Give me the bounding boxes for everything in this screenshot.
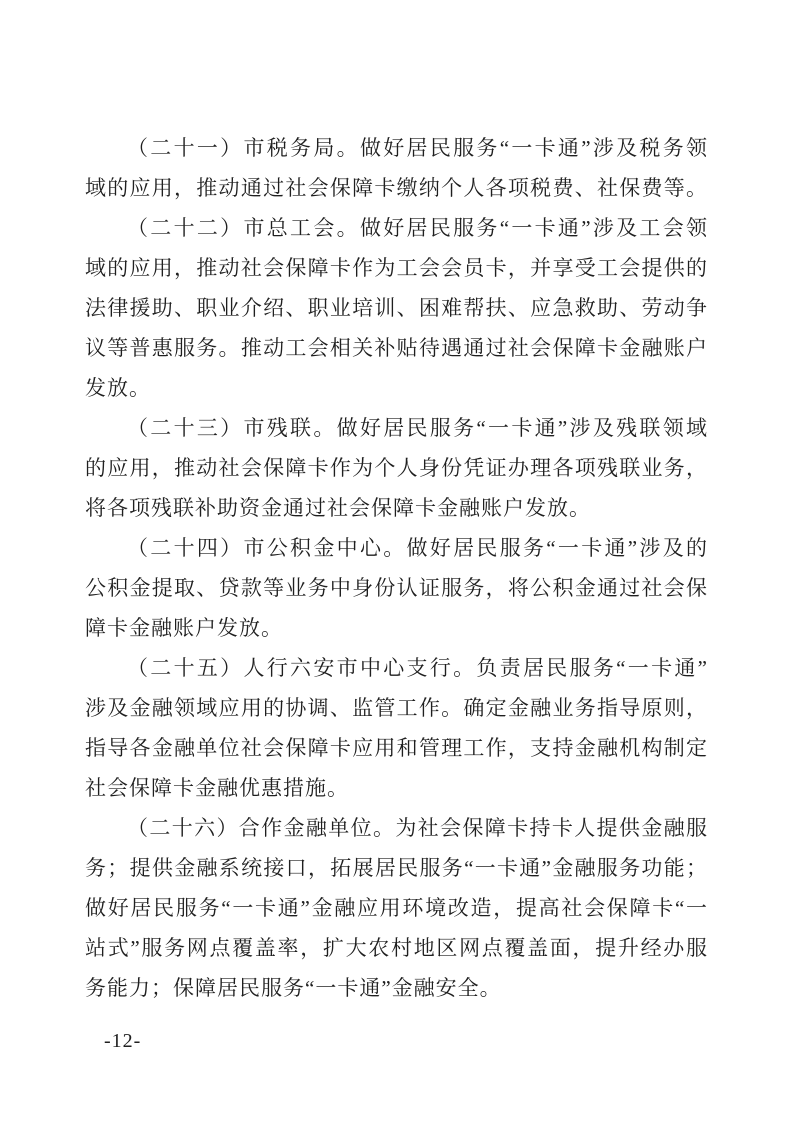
paragraph-first-line: （二十三）市残联。做好居民服务“一卡通”涉及残联领域 [127, 416, 707, 440]
paragraph-line: 发放。 [85, 376, 151, 400]
paragraph-line: 的应用，推动社会保障卡作为个人身份凭证办理各项残联业务， [85, 456, 707, 480]
paragraph-first-line: （二十五）人行六安市中心支行。负责居民服务“一卡通” [127, 656, 707, 680]
paragraph-first-line: （二十一）市税务局。做好居民服务“一卡通”涉及税务领 [127, 136, 707, 160]
document-body [85, 128, 707, 1008]
paragraph-first-line: （二十二）市总工会。做好居民服务“一卡通”涉及工会领 [127, 216, 707, 240]
paragraph-line: 做好居民服务“一卡通”金融应用环境改造，提高社会保障卡“一 [85, 896, 707, 920]
paragraph-line: 议等普惠服务。推动工会相关补贴待遇通过社会保障卡金融账户 [85, 336, 707, 360]
paragraph-line: 障卡金融账户发放。 [85, 616, 283, 640]
paragraph-line: 社会保障卡金融优惠措施。 [85, 776, 349, 800]
paragraph-first-line: （二十六）合作金融单位。为社会保障卡持卡人提供金融服 [127, 816, 707, 840]
paragraph-line: 涉及金融领域应用的协调、监管工作。确定金融业务指导原则， [85, 696, 707, 720]
paragraph-line: 域的应用，推动社会保障卡作为工会会员卡，并享受工会提供的 [85, 256, 707, 280]
paragraph-line: 法律援助、职业介绍、职业培训、困难帮扶、应急救助、劳动争 [85, 296, 707, 320]
paragraph-line: 务；提供金融系统接口，拓展居民服务“一卡通”金融服务功能； [85, 856, 707, 880]
page-number: -12- [104, 1030, 142, 1052]
paragraph-line: 公积金提取、贷款等业务中身份认证服务，将公积金通过社会保 [85, 576, 707, 600]
paragraph-line: 域的应用，推动通过社会保障卡缴纳个人各项税费、社保费等。 [85, 176, 707, 200]
paragraph-line: 站式”服务网点覆盖率，扩大农村地区网点覆盖面，提升经办服 [85, 936, 707, 960]
paragraph-line: 务能力；保障居民服务“一卡通”金融安全。 [85, 976, 502, 1000]
paragraph-line: 将各项残联补助资金通过社会保障卡金融账户发放。 [85, 496, 591, 520]
paragraph-first-line: （二十四）市公积金中心。做好居民服务“一卡通”涉及的 [127, 536, 707, 560]
paragraph-line: 指导各金融单位社会保障卡应用和管理工作，支持金融机构制定 [85, 736, 707, 760]
